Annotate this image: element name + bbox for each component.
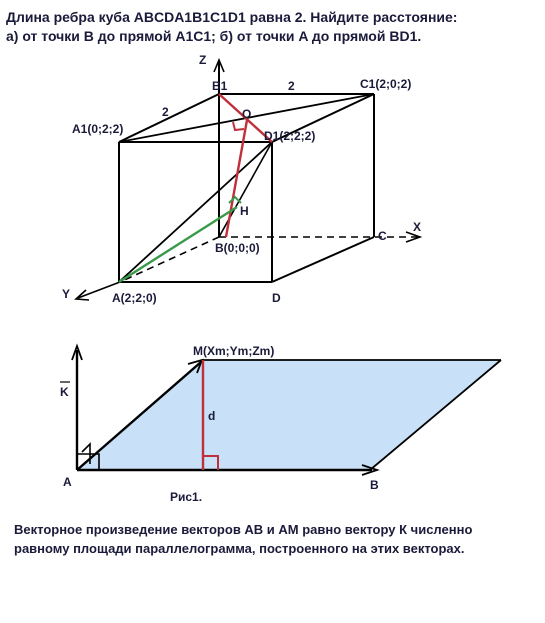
diagonal-b-d1: [219, 142, 272, 237]
label-d: D: [272, 291, 281, 305]
label-d1: D1(2;2;2): [264, 129, 316, 143]
label-c: C: [378, 229, 387, 243]
label-edge-top: 2: [288, 79, 295, 93]
label-y: Y: [62, 287, 71, 301]
label-a: A(2;2;0): [112, 291, 157, 305]
label-a1: A1(0;2;2): [72, 122, 124, 136]
label-b1: B1: [212, 79, 228, 93]
label-h: H: [240, 204, 249, 218]
right-angle-h: [229, 197, 241, 203]
label-k: K: [60, 385, 69, 399]
y-axis: [120, 237, 219, 282]
diagonal-a-d1: [119, 142, 272, 282]
label-o: O: [242, 107, 252, 121]
edge-d-c: [272, 237, 374, 282]
explanation-line-2: равному площади параллелограмма, построенного на этих векторах.: [14, 541, 465, 556]
label-b: B(0;0;0): [215, 241, 260, 255]
edge-a1-b1: [119, 94, 219, 142]
label-pb: B: [370, 478, 379, 492]
label-z: Z: [199, 53, 207, 67]
label-m: M(Xm;Ym;Zm): [193, 344, 275, 358]
explanation-text: [14, 520, 539, 558]
segment-b-o: [226, 120, 247, 237]
label-edge-left: 2: [162, 105, 169, 119]
label-d-height: d: [208, 409, 216, 423]
problem-line-2: а) от точки B до прямой A1C1; б) от точки A до прямой BD1.: [6, 28, 422, 44]
right-angle-o: [233, 122, 244, 130]
label-pa: A: [63, 475, 72, 489]
problem-line-1: Длина ребра куба ABCDA1B1C1D1 равна 2. Найдите расстояние:: [6, 9, 458, 25]
label-c1: C1(2;0;2): [360, 77, 412, 91]
figure-caption: Рис1.: [170, 490, 203, 504]
label-x: X: [413, 220, 422, 234]
explanation-line-1: Векторное произведение векторов АВ и АМ равно вектору К численно: [14, 522, 473, 537]
